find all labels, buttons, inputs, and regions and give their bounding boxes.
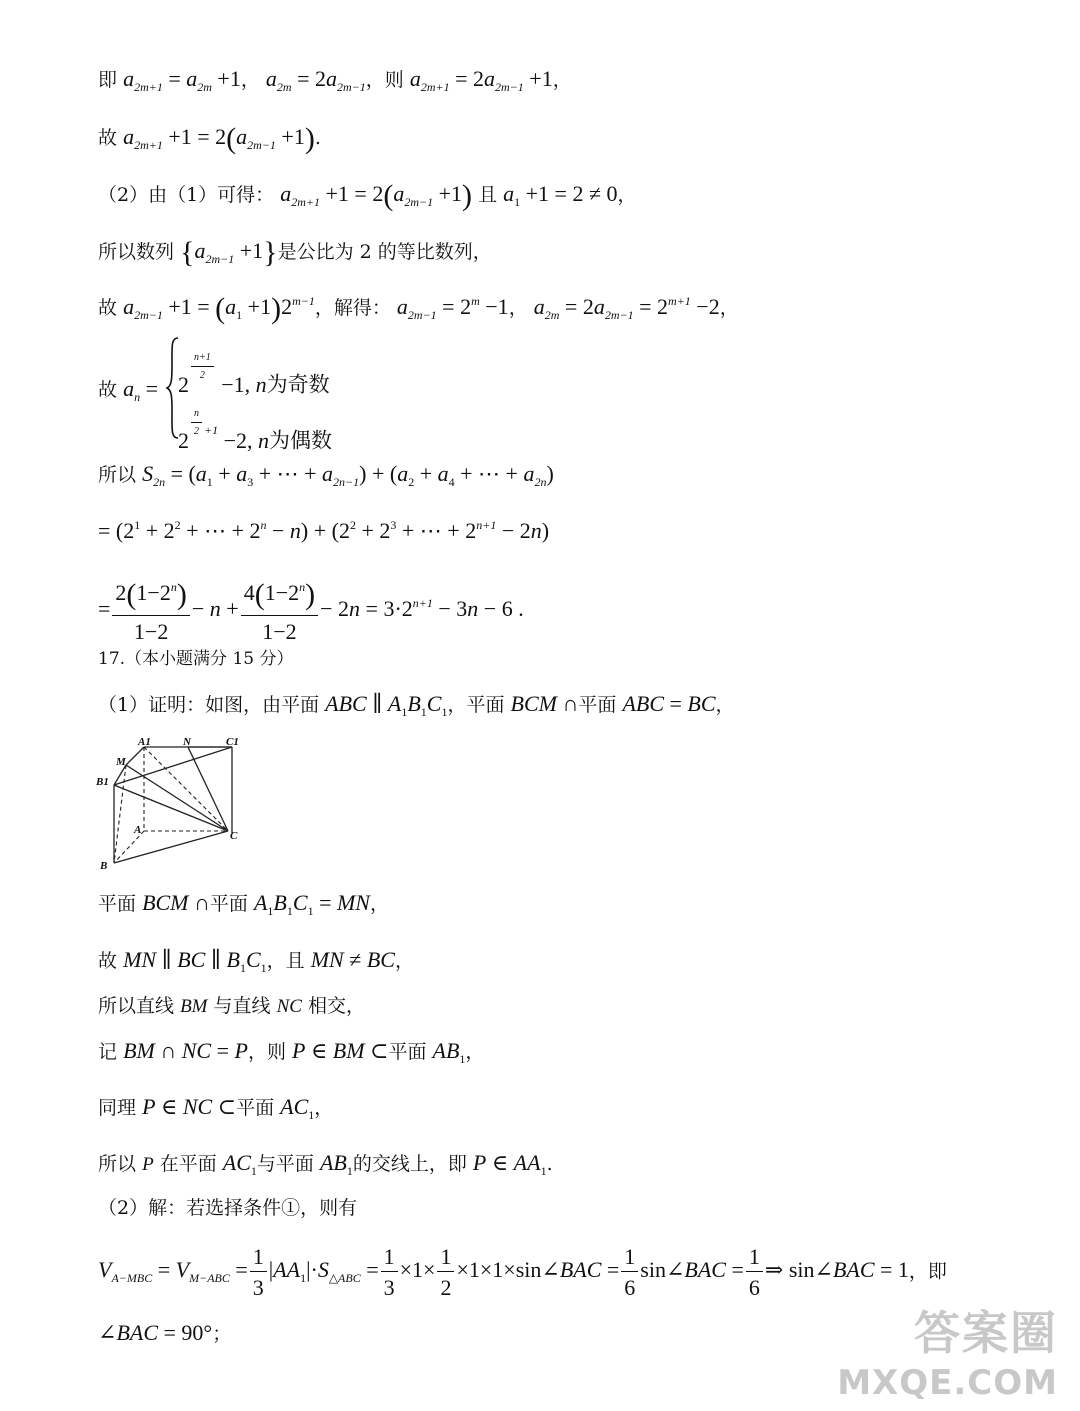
text: 即 — [98, 69, 118, 91]
text: 相交， — [308, 995, 366, 1017]
text: 同理 — [98, 1097, 137, 1119]
text: 故 — [98, 379, 118, 401]
watermark-url: MXQE.COM — [837, 1363, 1058, 1403]
line-13 — [98, 949, 414, 974]
text: ，则 — [247, 1041, 286, 1063]
math-expr: $a_1 +1 = 2 \ne 0$ — [503, 181, 618, 209]
math-expr: = ($2^1 + 2^2$ + ⋯ + $2^n - n) + (2^2 + 2^3$ + ⋯ + $2^{n+1} - 2n$) — [98, 518, 550, 543]
line-7 — [98, 463, 554, 488]
text: . — [314, 127, 321, 149]
line-2 — [98, 124, 321, 154]
text: ， — [314, 1097, 334, 1119]
line-4 — [98, 238, 492, 268]
label-A1: A1 — [138, 736, 151, 748]
line-17 — [98, 1152, 553, 1177]
math-expr: NC — [276, 996, 302, 1017]
text: ， — [719, 297, 739, 319]
math-expr: BCM ∩ — [142, 890, 210, 915]
line-14 — [98, 997, 365, 1016]
math-expr: P — [142, 1154, 154, 1175]
text: ， — [394, 950, 414, 972]
math-expr: BCM ∩ — [510, 691, 579, 716]
text: （2）由（1）可得： — [98, 184, 275, 206]
case-even — [178, 408, 332, 452]
math-expr: $AC_1$ — [280, 1094, 315, 1122]
text: 平面 — [388, 1041, 427, 1063]
text: . — [546, 1153, 553, 1175]
math-expr: $a_{2m+1} = 2a_{2m-1} +1$ — [409, 66, 553, 94]
text: ， — [715, 694, 735, 716]
text: 所以数列 — [98, 241, 175, 263]
text: （1）证明：如图，由平面 — [98, 694, 320, 716]
line-18 — [98, 1199, 357, 1218]
text: ，平面 — [447, 694, 505, 716]
math-expr: ABC = BC — [622, 691, 716, 716]
label-M: M — [116, 756, 126, 768]
text: 记 — [98, 1041, 118, 1063]
line-1 — [98, 68, 572, 93]
text: （2）解：若选择条件①，则有 — [98, 1197, 358, 1219]
text: 所以直线 — [98, 995, 175, 1017]
math-expr: MN ≠ BC — [310, 947, 395, 972]
math-expr: $A_1B_1C_1$ = MN — [253, 890, 370, 918]
text: 平面 — [209, 893, 248, 915]
line-9 — [98, 578, 524, 644]
label-B1: B1 — [96, 776, 109, 788]
text: 故 — [98, 127, 118, 149]
line-12 — [98, 892, 389, 917]
text: ，即 — [908, 1260, 947, 1283]
line-11 — [98, 693, 735, 718]
math-expr: BM ∩ NC = P — [123, 1038, 248, 1063]
text: ，则 — [365, 69, 404, 91]
text: 平面 — [578, 694, 617, 716]
text: ， — [465, 1041, 485, 1063]
text: ，解得： — [314, 297, 391, 319]
math-expr: $AB_1$ — [319, 1150, 353, 1178]
label-N: N — [183, 736, 191, 748]
text: ， — [369, 893, 389, 915]
math-expr: $a_{2m+1} +1 = 2(a_{2m-1} +1)$ — [280, 179, 473, 212]
math-expr: $a_n$ = — [123, 376, 158, 404]
math-expr: P ∈ $AA_1$ — [472, 1150, 547, 1178]
math-expr: P ∈ NC ⊂ — [142, 1094, 237, 1119]
text: ， — [240, 69, 260, 91]
text: ，且 — [266, 950, 305, 972]
math-expr: $V_{A-MBC} = V_{M-ABC}$ = $\frac{1}{3}$ $|AA_1|\cdot S_{\triangle ABC}$ = $\frac{1}{3}$ ×1× $\frac{1}{2}$ ×1×1×sin∠BAC = $\frac{1}{6}$ sin∠BAC = $\frac{1}{6}$ ⇒ sin∠BAC = 1 — [98, 1244, 909, 1301]
math-expr: P ∈ BM ⊂ — [292, 1038, 389, 1063]
math-expr: 2 $^{\frac{n+1}{2}}$ −1, n — [178, 352, 267, 397]
math-expr: $AC_1$ — [222, 1150, 257, 1178]
label-C1: C1 — [226, 736, 239, 748]
math-expr: $a_{2m+1} +1 = 2(a_{2m-1} +1)$ — [123, 122, 315, 155]
math-expr: $a_{2m+1} = a_{2m} +1$ — [123, 66, 241, 94]
line-10 — [98, 651, 293, 668]
text: 为偶数 — [269, 428, 333, 453]
line-6-label — [98, 378, 158, 403]
text: 与平面 — [256, 1153, 314, 1175]
math-expr: $a_{2m} = 2a_{2m-1} = 2^{m+1} -2$ — [533, 294, 720, 322]
text: 是公比为 2 的等比数列， — [277, 241, 492, 263]
prism-figure — [92, 735, 252, 875]
case-odd — [178, 352, 330, 396]
text: 故 — [98, 297, 118, 319]
math-expr: $a_{2m-1} +1 = (a_1 +1)2^{m-1}$ — [123, 292, 315, 325]
text: ， — [552, 69, 572, 91]
label-B: B — [100, 860, 108, 872]
text: 所以 — [98, 1153, 137, 1175]
text: 平面 — [98, 893, 137, 915]
math-expr: ∠BAC = 90° — [98, 1320, 213, 1345]
math-expr: ABC ∥ $A_1B_1C_1$ — [325, 691, 448, 719]
watermark-logo-text: 答案圈 — [914, 1306, 1058, 1360]
text: ； — [212, 1323, 232, 1345]
label-A: A — [134, 824, 142, 836]
line-5 — [98, 294, 739, 324]
math-expr: $AB_1$ — [432, 1038, 466, 1066]
math-expr: $S_{2n} = (a_1 + a_3$ + ⋯ + $a_{2n-1}) + (a_2 + a_4$ + ⋯ + $a_{2n}$) — [142, 461, 554, 489]
math-expr: 2 $^{\frac{n}{2} +1}$ −2, n — [178, 408, 270, 453]
text: 且 — [478, 184, 498, 206]
text: ， — [508, 297, 528, 319]
line-3 — [98, 181, 637, 211]
text: 在平面 — [159, 1153, 217, 1175]
math-expr: = $\frac{2(1-2^n)}{1-2}$ − n + $\frac{4(1-2^n)}{1-2}$ − $2n = 3\cdot 2^{n+1} - 3n - 6$ . — [98, 578, 524, 644]
math-expr: $a_{2m-1} = 2^m -1$ — [396, 294, 509, 322]
math-expr: MN ∥ BC ∥ $B_1C_1$ — [123, 947, 267, 975]
text: 故 — [98, 950, 118, 972]
line-20 — [98, 1322, 231, 1344]
line-16 — [98, 1096, 333, 1121]
math-expr: BM — [180, 996, 208, 1017]
text: 为奇数 — [266, 372, 330, 397]
math-expr: $\{a_{2m-1} +1\}$ — [180, 236, 278, 269]
text: 的交线上，即 — [352, 1153, 467, 1175]
math-expr: $a_{2m} = 2a_{2m-1}$ — [265, 66, 366, 94]
label-C: C — [230, 830, 238, 842]
text: 所以 — [98, 464, 137, 486]
watermark — [837, 1297, 1058, 1403]
text: 平面 — [236, 1097, 275, 1119]
text: ， — [617, 184, 637, 206]
text: 与直线 — [213, 995, 271, 1017]
line-15 — [98, 1040, 484, 1065]
line-19 — [98, 1244, 947, 1301]
line-8 — [98, 519, 549, 542]
problem-heading: 17.（本小题满分 15 分） — [98, 649, 294, 669]
